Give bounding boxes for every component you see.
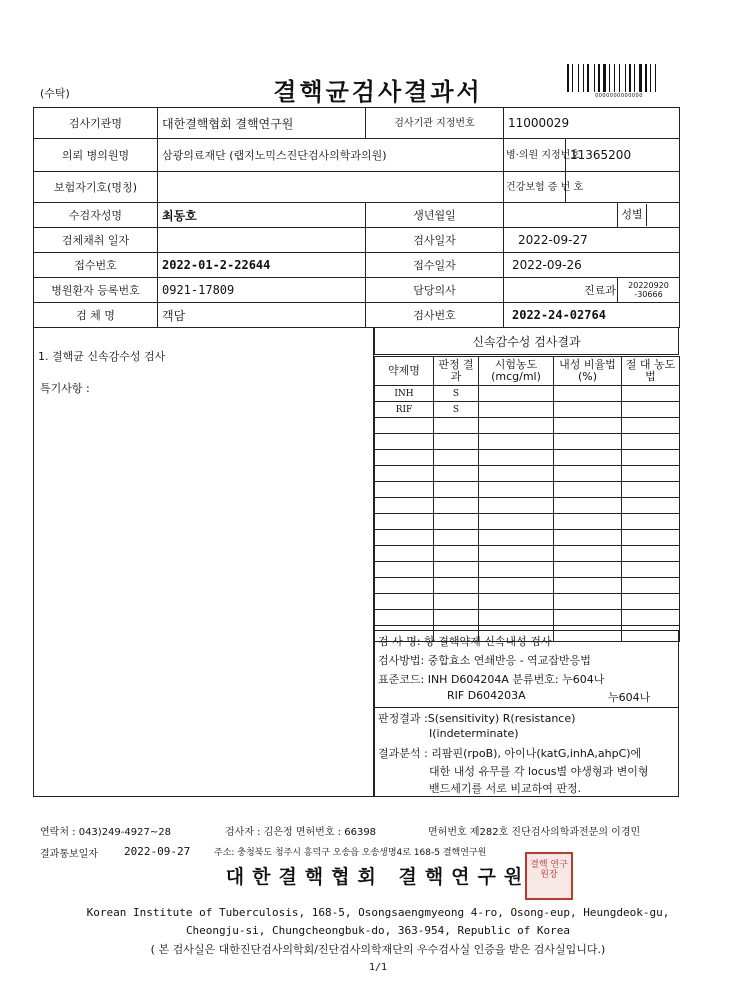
barcode-bar	[627, 64, 628, 92]
table-row	[375, 562, 680, 578]
susceptibility-header-3: 내성 비율법(%)	[554, 357, 622, 386]
barcode-number: 0000000000000	[595, 93, 643, 99]
registration-value: 0921-17809	[158, 278, 366, 303]
specimen-label: 검 체 명	[34, 303, 158, 328]
table-cell	[622, 466, 680, 482]
susceptibility-table	[374, 356, 680, 642]
susceptibility-header-4: 절 대 농도법	[622, 357, 680, 386]
clinic-code-label: 병·의원 지정번호	[504, 139, 566, 172]
barcode-bar	[621, 64, 624, 92]
barcode-bar	[578, 64, 579, 92]
barcode-bar	[614, 64, 615, 92]
barcode-bar	[574, 64, 577, 92]
table-cell	[434, 498, 479, 514]
test-no-label: 검사번호	[366, 303, 504, 328]
result-box	[374, 707, 679, 797]
doctor-label: 담당의사	[366, 278, 504, 303]
document-title: 결핵균검사결과서	[273, 77, 483, 106]
table-cell	[479, 498, 554, 514]
barcode-bar	[572, 64, 573, 92]
table-cell	[479, 514, 554, 530]
table-row	[375, 386, 680, 402]
barcode-bar	[655, 64, 656, 92]
health-no-label: 건강보험 증 번 호	[504, 172, 566, 203]
license: 면허번호 제282호 진단검사의학과전문의 이경민	[428, 827, 641, 838]
barcode-bar	[636, 64, 638, 92]
registration-label: 병원환자 등록번호	[34, 278, 158, 303]
patient-name-label: 수검자성명	[34, 203, 158, 228]
dept-label: 진료과	[584, 284, 616, 297]
barcode-bar	[652, 64, 654, 92]
remarks-label: 특기사항 :	[40, 382, 90, 395]
table-cell	[479, 610, 554, 626]
table-cell	[479, 482, 554, 498]
collect-date-value	[158, 228, 366, 253]
table-cell	[479, 530, 554, 546]
contact: 연락처 : 043)249-4927~28	[40, 827, 171, 838]
table-row	[375, 450, 680, 466]
table-cell	[554, 594, 622, 610]
barcode-bar	[629, 64, 631, 92]
table-cell	[622, 418, 680, 434]
table-row	[375, 482, 680, 498]
table-cell: RIF	[375, 402, 434, 418]
table-cell	[375, 434, 434, 450]
table-cell	[554, 482, 622, 498]
table-row	[375, 418, 680, 434]
lab-value: 대한결핵협회 결핵연구원	[158, 108, 366, 139]
english-address-2: Cheongju-si, Chungcheongbuk-do, 363-954, Republic of Korea	[185, 924, 571, 937]
rif-code: RIF D604203A	[447, 689, 526, 702]
examiner: 검사자 : 김은정 면허번호 : 66398	[225, 827, 377, 838]
table-cell	[434, 482, 479, 498]
accept-no-value: 2022-01-2-22644	[158, 253, 366, 278]
table-cell	[375, 466, 434, 482]
table-cell: S	[434, 386, 479, 402]
table-cell	[479, 546, 554, 562]
address: 주소: 충청북도 청주시 흥덕구 오송읍 오송생명4로 168-5 결핵연구원	[214, 848, 487, 858]
barcode-bar	[611, 64, 613, 92]
clinic-label: 의뢰 병의원명	[34, 139, 158, 172]
page-number: 1/1	[368, 962, 388, 973]
certification-note: ( 본 검사실은 대한진단검사의학회/진단검사의학재단의 우수검사실 인증을 받은 검사실입니다.)	[150, 943, 606, 956]
table-cell	[554, 578, 622, 594]
table-cell	[479, 434, 554, 450]
table-cell	[554, 546, 622, 562]
table-row	[375, 546, 680, 562]
table-row	[375, 514, 680, 530]
receipt-tag: (수탁)	[40, 87, 70, 100]
barcode-bar	[580, 64, 582, 92]
table-cell: S	[434, 402, 479, 418]
specimen-value: 객담	[158, 303, 366, 328]
insurer-label: 보험자기호(명칭)	[34, 172, 158, 203]
table-cell	[622, 562, 680, 578]
clinic-code-value: 11365200	[566, 139, 680, 172]
table-cell	[375, 594, 434, 610]
lab-code-label: 검사기관 지정번호	[366, 108, 504, 139]
dept-value: 20220920 -30666	[618, 278, 680, 303]
barcode-bar	[601, 64, 602, 92]
table-cell	[479, 562, 554, 578]
table-cell	[554, 386, 622, 402]
barcode	[567, 64, 671, 92]
table-cell	[622, 594, 680, 610]
table-cell	[622, 402, 680, 418]
test-no-value: 2022-24-02764	[504, 303, 680, 328]
table-cell	[434, 562, 479, 578]
table-cell	[479, 386, 554, 402]
barcode-bar	[587, 64, 589, 92]
table-cell	[622, 578, 680, 594]
barcode-bar	[590, 64, 593, 92]
barcode-bar	[594, 64, 595, 92]
susceptibility-header-0: 약제명	[375, 357, 434, 386]
test-name-line: 검 사 명: 항 결핵약제 신속내성 검사	[378, 635, 552, 648]
barcode-bar	[625, 64, 626, 92]
lab-code-value: 11000029	[504, 108, 680, 139]
table-cell	[622, 386, 680, 402]
accept-no-label: 접수번호	[34, 253, 158, 278]
table-cell	[554, 530, 622, 546]
accept-date-label: 접수일자	[366, 253, 504, 278]
test-item: 1. 결핵균 신속감수성 검사	[38, 350, 166, 363]
accept-date-value: 2022-09-26	[504, 253, 680, 278]
barcode-bar	[598, 64, 600, 92]
barcode-bar	[619, 64, 620, 92]
seal-text: 결핵 연구 원장	[530, 860, 568, 880]
susceptibility-header-2: 시험농도 (mcg/ml)	[479, 357, 554, 386]
barcode-bar	[607, 64, 608, 92]
table-cell	[434, 594, 479, 610]
table-cell	[434, 546, 479, 562]
table-cell	[622, 530, 680, 546]
table-cell	[622, 610, 680, 626]
barcode-bar	[645, 64, 647, 92]
result-legend-2: I(indeterminate)	[429, 727, 519, 740]
barcode-bar	[639, 64, 642, 92]
table-cell	[622, 498, 680, 514]
table-cell	[554, 402, 622, 418]
table-row	[375, 610, 680, 626]
table-cell	[434, 578, 479, 594]
table-cell	[622, 434, 680, 450]
table-cell	[375, 530, 434, 546]
test-date-value: 2022-09-27	[504, 228, 680, 253]
table-row	[375, 530, 680, 546]
table-cell	[375, 498, 434, 514]
table-row	[375, 578, 680, 594]
table-cell	[554, 418, 622, 434]
table-cell	[554, 450, 622, 466]
table-cell	[479, 418, 554, 434]
table-cell	[375, 578, 434, 594]
barcode-bar	[632, 64, 633, 92]
table-row	[375, 402, 680, 418]
test-date-label: 검사일자	[366, 228, 504, 253]
table-cell	[622, 546, 680, 562]
birth-label: 생년월일	[366, 203, 504, 228]
barcode-bar	[570, 64, 571, 92]
organization-name: 대한결핵협회 결핵연구원	[225, 866, 531, 888]
table-cell	[479, 578, 554, 594]
barcode-bar	[634, 64, 635, 92]
standard-code-line: 표준코드: INH D604204A 분류번호: 누604나	[378, 673, 605, 686]
table-cell	[434, 450, 479, 466]
table-cell	[554, 466, 622, 482]
barcode-bar	[616, 64, 618, 92]
table-cell	[479, 402, 554, 418]
table-row	[375, 498, 680, 514]
barcode-bar	[650, 64, 651, 92]
table-cell	[375, 450, 434, 466]
sex-label: 성별	[621, 208, 643, 221]
table-cell	[375, 514, 434, 530]
table-cell	[554, 562, 622, 578]
susceptibility-header-1: 판정 결과	[434, 357, 479, 386]
barcode-bar	[567, 64, 569, 92]
table-cell	[554, 514, 622, 530]
barcode-bar	[596, 64, 597, 92]
table-cell	[434, 434, 479, 450]
insurer-value	[158, 172, 504, 203]
table-cell	[375, 610, 434, 626]
barcode-bar	[583, 64, 584, 92]
table-cell	[554, 610, 622, 626]
table-cell	[554, 498, 622, 514]
table-cell	[622, 482, 680, 498]
report-date: 2022-09-27	[124, 845, 191, 858]
susceptibility-title: 신속감수성 검사결과	[374, 327, 679, 355]
analysis-line-2: 대한 내성 유무를 각 locus별 야생형과 변이형	[429, 765, 649, 778]
table-cell	[375, 546, 434, 562]
table-cell	[434, 530, 479, 546]
lab-label: 검사기관명	[34, 108, 158, 139]
barcode-bar	[648, 64, 649, 92]
table-cell	[434, 514, 479, 530]
english-address-1: Korean Institute of Tuberculosis, 168-5, Osongsaengmyeong 4-ro, Osong-eup, Heungdeok-gu,	[86, 906, 670, 919]
table-cell	[434, 418, 479, 434]
method-box	[374, 630, 679, 708]
patient-name-value: 최동호	[158, 203, 366, 228]
table-row	[375, 434, 680, 450]
info-table	[33, 107, 680, 328]
table-row	[375, 594, 680, 610]
table-cell	[622, 514, 680, 530]
analysis-line-3: 밴드세기를 서로 비교하여 판정.	[429, 782, 582, 795]
barcode-bar	[585, 64, 586, 92]
table-cell	[479, 466, 554, 482]
official-seal	[525, 852, 573, 900]
report-date-label: 결과통보일자	[40, 849, 98, 860]
table-cell	[554, 434, 622, 450]
barcode-bar	[643, 64, 644, 92]
result-legend: 판정결과 :S(sensitivity) R(resistance)	[378, 712, 576, 725]
table-row	[375, 466, 680, 482]
table-cell	[479, 450, 554, 466]
analysis-line-1: 결과분석 : 리팜핀(rpoB), 아이나(katG,inhA,ahpC)에	[378, 747, 642, 760]
clinic-value: 삼광의료재단 (랩지노믹스진단검사의학과의원)	[158, 139, 504, 172]
sex-value	[646, 204, 677, 226]
table-cell	[479, 594, 554, 610]
table-cell	[434, 466, 479, 482]
table-cell	[375, 562, 434, 578]
test-items-panel	[33, 327, 374, 797]
method-line: 검사방법: 중합효소 연쇄반응 - 역교잡반응법	[378, 654, 591, 667]
barcode-bar	[609, 64, 610, 92]
table-cell	[375, 482, 434, 498]
barcode-bar	[603, 64, 606, 92]
table-cell	[434, 610, 479, 626]
table-cell	[375, 418, 434, 434]
birth-value	[504, 203, 618, 228]
table-cell	[622, 450, 680, 466]
collect-date-label: 검체채취 일자	[34, 228, 158, 253]
table-cell: INH	[375, 386, 434, 402]
rif-class: 누604나	[608, 691, 651, 704]
barcode-bar	[657, 64, 660, 92]
